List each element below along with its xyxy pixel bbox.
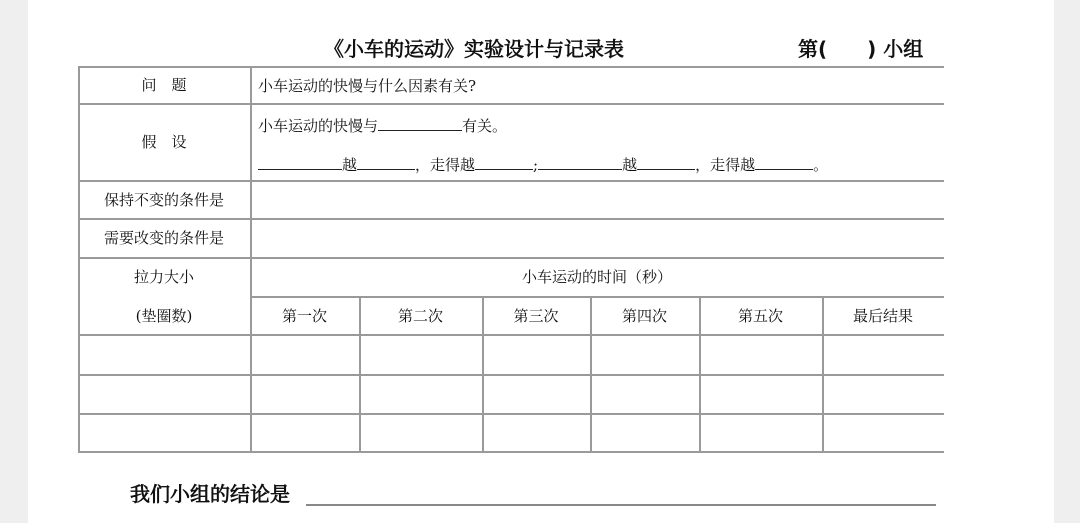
hypothesis-blank-3[interactable]	[475, 153, 533, 170]
force-unit-label: (垫圈数)	[135, 306, 193, 325]
hypothesis-line-1: 小车运动的快慢与 有关。	[258, 114, 507, 136]
data-row-1[interactable]	[80, 336, 942, 373]
trial-header-3: 第三次	[513, 306, 559, 325]
group-number-field[interactable]	[798, 33, 923, 62]
data-row-2[interactable]	[80, 376, 942, 412]
experiment-table	[78, 66, 944, 453]
trial-header-4: 第四次	[621, 306, 667, 325]
trial-header-5: 第五次	[737, 306, 783, 325]
hypothesis-blank-5[interactable]	[637, 153, 695, 170]
question-text: 小车运动的快慢与什么因素有关?	[258, 77, 477, 95]
question-label: 问 题	[141, 76, 187, 94]
change-condition-label: 需要改变的条件是	[103, 229, 224, 247]
hypothesis-blank-2[interactable]	[357, 153, 415, 170]
trial-header-2: 第二次	[397, 306, 443, 325]
data-row-3[interactable]	[80, 415, 942, 450]
hypothesis-label: 假 设	[141, 133, 187, 151]
hypothesis-blank-4[interactable]	[538, 153, 622, 170]
force-label: 拉力大小	[133, 268, 194, 286]
hypothesis-blank-1[interactable]	[258, 153, 342, 170]
change-condition-field[interactable]	[252, 220, 942, 256]
conclusion-label: 我们小组的结论是	[130, 482, 290, 506]
hypothesis-line-2: 越 ，走得越 ; 越 ，走得越 。	[258, 153, 828, 175]
group-suffix: ) 小组	[867, 37, 924, 61]
constant-condition-field[interactable]	[252, 182, 942, 217]
hypothesis-factor-blank[interactable]	[378, 114, 462, 131]
conclusion-answer-line[interactable]	[306, 504, 936, 506]
constant-condition-label: 保持不变的条件是	[103, 190, 224, 209]
time-header: 小车运动的时间（秒）	[521, 268, 672, 286]
trial-header-1: 第一次	[281, 306, 327, 325]
final-result-header: 最后结果	[852, 306, 913, 325]
group-prefix: 第(	[798, 37, 828, 61]
worksheet-title: 《小车的运动》实验设计与记录表	[324, 37, 624, 61]
hypothesis-blank-6[interactable]	[755, 153, 813, 170]
